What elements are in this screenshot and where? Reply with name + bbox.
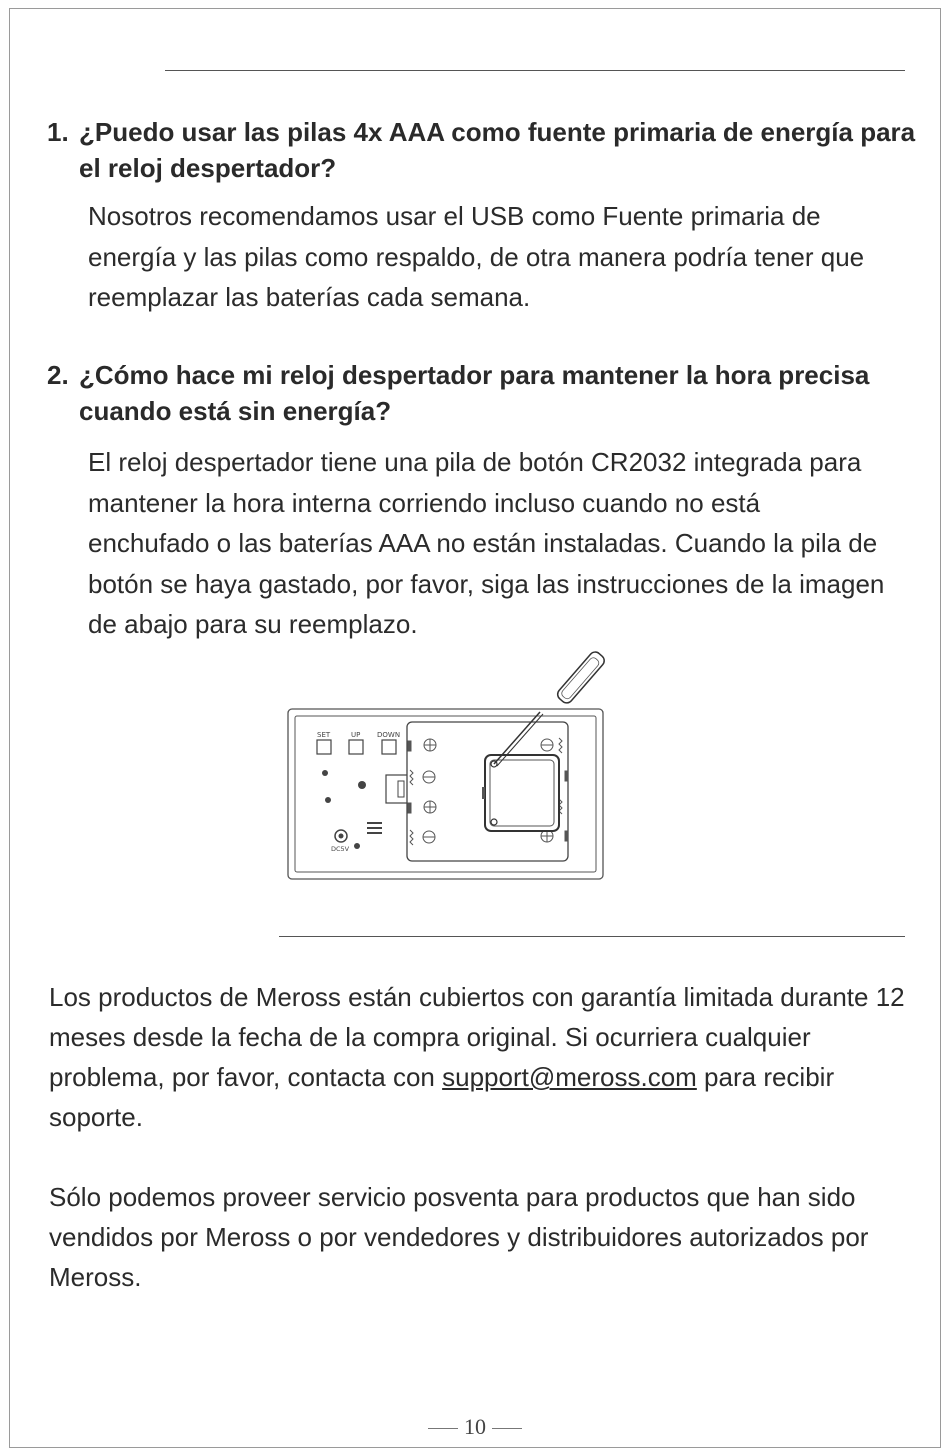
service-note: Sólo podemos proveer servicio posventa para productos que han sido vendidos por Meross o por vendedores y distribuidores autorizados por Meross.	[49, 1182, 869, 1292]
set-button-label: SET	[317, 731, 331, 739]
down-button-label: DOWN	[377, 731, 401, 739]
question-1-answer: Nosotros recomendamos usar el USB como Fuente primaria de energía y las pilas como respaldo, de otra manera podría tener que reemplazar las baterías cada semana.	[88, 201, 865, 312]
up-button-label: UP	[351, 731, 361, 739]
coin-cell-holder	[482, 755, 559, 831]
top-divider	[165, 70, 905, 71]
middle-divider	[279, 936, 905, 937]
warranty-paragraph	[49, 977, 909, 1137]
page-number: 10	[464, 1414, 486, 1439]
page-footer	[0, 1414, 950, 1440]
footer-dash-right	[492, 1428, 522, 1429]
question-2-answer: El reloj despertador tiene una pila de botón CR2032 integrada para mantener la hora interna corriendo incluso cuando no está enchufado o las baterías AAA no están instaladas. Cuando la pila de botón se haya gastado, por favor, siga las instrucciones de la imagen de abajo para su reemplazo.	[88, 447, 885, 639]
question-2-title	[47, 357, 917, 429]
up-button	[349, 740, 363, 754]
question-1-text: ¿Puedo usar las pilas 4x AAA como fuente primaria de energía para el reloj despertador?	[79, 117, 916, 183]
battery-replacement-diagram	[285, 650, 610, 887]
footer-dash-left	[428, 1428, 458, 1429]
question-2-text: ¿Cómo hace mi reloj despertador para mantener la hora precisa cuando está sin energía?	[79, 360, 870, 426]
question-1-number: 1.	[47, 117, 69, 147]
set-button	[317, 740, 331, 754]
warranty-text-end: para recibir soporte.	[49, 1062, 835, 1132]
warranty-text: Los productos de Meross están cubiertos con garantía limitada durante 12 meses desde la fecha de la compra original. Si ocurriera cualquier problema, por favor, contacta con	[49, 982, 905, 1092]
question-2-number: 2.	[47, 360, 69, 390]
question-1-title	[47, 114, 917, 186]
control-buttons	[317, 731, 400, 754]
down-button	[382, 740, 396, 754]
dc-port-label: DC5V	[331, 845, 350, 853]
support-email-link[interactable]: support@meross.com	[442, 1062, 697, 1092]
